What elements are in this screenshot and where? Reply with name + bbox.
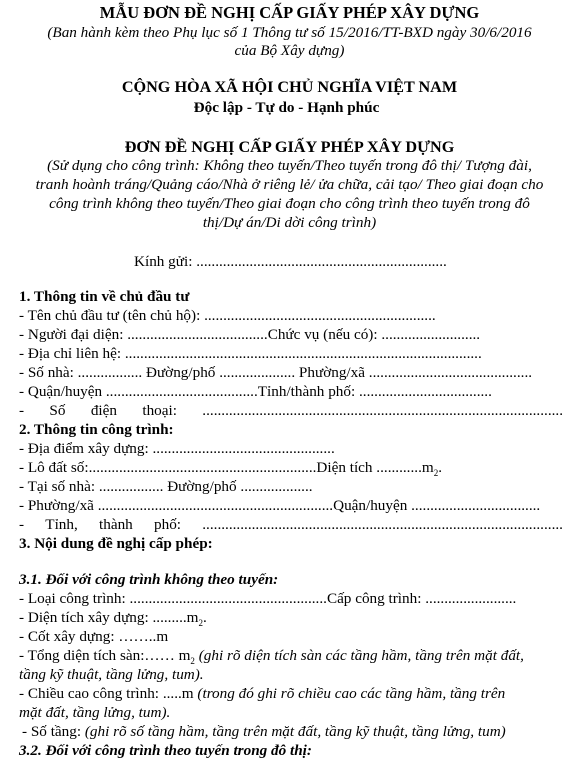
province-dots[interactable]: ............................................................................................... bbox=[202, 516, 563, 533]
phone-word-2: điện bbox=[90, 402, 117, 419]
floors-field[interactable] bbox=[22, 723, 506, 741]
section-1-heading: 1. Thông tin về chủ đầu tư bbox=[19, 288, 190, 305]
province-dash: - bbox=[19, 516, 25, 533]
usage-prefix: (Sử dụng cho công trình: bbox=[47, 157, 204, 174]
phone-field[interactable] bbox=[19, 402, 563, 420]
construction-location-field[interactable]: - Địa điểm xây dựng: ................................................ bbox=[19, 440, 335, 457]
usage-line-2: tranh hoành tráng/Quảng cáo/Nhà ở riêng lẻ/ ửa chữa, cải tạo/ Theo giai đoạn cho bbox=[35, 176, 544, 193]
lot-unit-sup: 2 bbox=[433, 468, 439, 479]
lot-text: - Lô đất số:............................................................Diện tích ............m bbox=[19, 459, 434, 476]
elevation-field[interactable]: - Cốt xây dựng: ……..m bbox=[19, 628, 169, 645]
nation-heading: CỘNG HÒA XÃ HỘI CHỦ NGHĨA VIỆT NAM bbox=[121, 78, 458, 96]
contact-address-field[interactable]: - Địa chỉ liên hệ: .............................................................................................. bbox=[19, 345, 482, 362]
work-type-field[interactable]: - Loại công trình: ....................................................Cấp công trình: ........................ bbox=[19, 590, 517, 607]
phone-word-3: thoại: bbox=[142, 402, 177, 419]
street-number-field[interactable]: - Tại số nhà: ................. Đường/phố ................... bbox=[19, 478, 313, 495]
usage-line-4: thị/Dự án/Di dời công trình) bbox=[202, 214, 377, 231]
phone-word-1: Số bbox=[49, 402, 66, 419]
height-prefix: - Chiều cao công trình: .....m bbox=[19, 685, 198, 702]
section-3-heading: 3. Nội dung đề nghị cấp phép: bbox=[19, 535, 213, 552]
section-2-heading: 2. Thông tin công trình: bbox=[19, 421, 174, 438]
height-note-1: (trong đó ghi rõ chiều cao các tầng hầm, tầng trên bbox=[197, 685, 506, 702]
build-area-text: - Diện tích xây dựng: .........m bbox=[19, 609, 199, 626]
owner-name-field[interactable]: - Tên chủ đầu tư (tên chủ hộ): ............................................................. bbox=[19, 307, 436, 324]
floor-area-note-1: (ghi rõ diện tích sàn các tầng hầm, tầng trên mặt đất, bbox=[194, 647, 524, 664]
ward-district-field[interactable]: - Phường/xã ..............................................................Quận/huyện .................................. bbox=[19, 497, 541, 514]
house-number-field[interactable]: - Số nhà: ................. Đường/phố .................... Phường/xã ........................................... bbox=[19, 364, 533, 381]
province-word-3: phố: bbox=[154, 516, 182, 533]
phone-dots[interactable]: ............................................................................................... bbox=[202, 402, 563, 419]
document-title: ĐƠN ĐỀ NGHỊ CẤP GIẤY PHÉP XÂY DỰNG bbox=[124, 138, 455, 156]
issued-by-line-2: của Bộ Xây dựng) bbox=[234, 42, 345, 59]
issued-by-line-1: (Ban hành kèm theo Phụ lục số 1 Thông tư số 15/2016/TT-BXD ngày 30/6/2016 bbox=[47, 24, 532, 41]
phone-dash: - bbox=[19, 402, 25, 419]
form-title: MẪU ĐƠN ĐỀ NGHỊ CẤP GIẤY PHÉP XÂY DỰNG bbox=[99, 3, 480, 22]
section-3-2-heading: 3.2. Đối với công trình theo tuyến trong đô thị: bbox=[19, 742, 312, 759]
district-field[interactable]: - Quận/huyện ........................................Tỉnh/thành phố: ................................... bbox=[19, 383, 492, 400]
province-word-1: Tỉnh, bbox=[45, 516, 78, 533]
province-field[interactable] bbox=[19, 516, 563, 534]
province-word-2: thành bbox=[99, 516, 133, 533]
height-field[interactable] bbox=[19, 685, 505, 703]
addressee-field[interactable]: Kính gửi: .................................................................. bbox=[134, 253, 447, 270]
usage-line-1 bbox=[0, 157, 579, 175]
floors-note: (ghi rõ số tầng hầm, tầng trên mặt đất, tầng kỹ thuật, tầng lửng, tum) bbox=[84, 723, 506, 740]
floor-area-sup: 2 bbox=[190, 656, 195, 667]
floor-area-note-2: tầng kỹ thuật, tầng lửng, tum). bbox=[19, 666, 204, 683]
section-3-1-heading: 3.1. Đối với công trình không theo tuyến: bbox=[19, 571, 279, 588]
height-note-2: mặt đất, tầng lửng, tum). bbox=[19, 704, 171, 721]
build-area-sup: 2 bbox=[198, 618, 203, 629]
usage-line-3: công trình không theo tuyến/Theo giai đoạn cho công trình theo tuyến trong đô bbox=[49, 195, 530, 212]
build-area-tail: . bbox=[202, 609, 207, 626]
representative-field[interactable]: - Người đại diện: .....................................Chức vụ (nếu có): .......................... bbox=[19, 326, 481, 343]
floor-area-prefix: - Tổng diện tích sàn:…… m bbox=[19, 647, 191, 664]
floors-prefix: - Số tầng: bbox=[22, 723, 85, 740]
usage-types: Không theo tuyến/Theo tuyến trong đô thị/ Tượng đài, bbox=[203, 157, 532, 174]
lot-tail: . bbox=[438, 459, 442, 476]
motto: Độc lập - Tự do - Hạnh phúc bbox=[193, 99, 380, 116]
